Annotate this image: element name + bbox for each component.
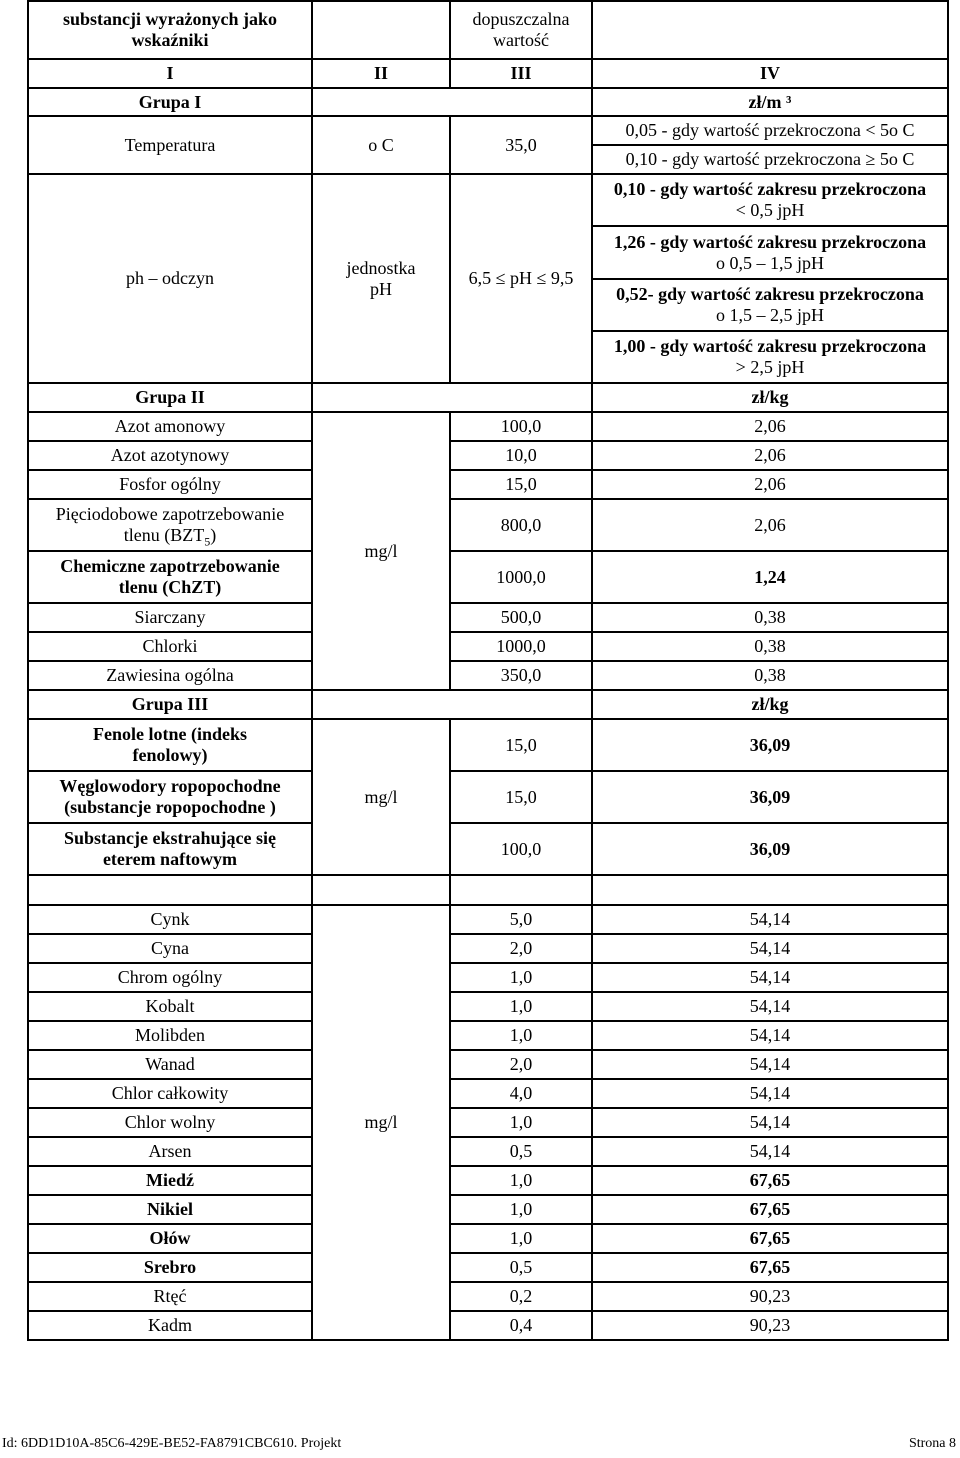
g4-value: 2,0: [450, 1050, 592, 1079]
ph-row-1: [28, 174, 948, 226]
g4-row: [28, 1282, 948, 1311]
g2-name: Azot azotynowy: [28, 441, 312, 470]
g4-name: Arsen: [28, 1137, 312, 1166]
g3-value: 15,0: [450, 771, 592, 823]
ph-rate-1: [592, 174, 948, 226]
g2-name: [28, 499, 312, 551]
g4-row: [28, 1021, 948, 1050]
ph-name: ph – odczyn: [28, 174, 312, 383]
temp-name: Temperatura: [28, 116, 312, 174]
ph-unit-l1: jednostka: [346, 257, 416, 278]
g4-rate: 54,14: [592, 992, 948, 1021]
g4-value: 0,2: [450, 1282, 592, 1311]
g2-row: [28, 603, 948, 632]
g2-row: [28, 551, 948, 603]
g3-rate: 36,09: [592, 823, 948, 875]
header-limit: dopuszczalna wartość: [450, 1, 592, 59]
g4-value: 1,0: [450, 1166, 592, 1195]
g4-rate: 54,14: [592, 1137, 948, 1166]
ph-rate-3-l2: o 1,5 – 2,5 jpH: [716, 305, 824, 325]
g4-rate: 54,14: [592, 1079, 948, 1108]
g4-rate: 54,14: [592, 1050, 948, 1079]
temp-rate-1: 0,05 - gdy wartość przekroczona < 5o C: [592, 116, 948, 145]
g4-value: 1,0: [450, 1108, 592, 1137]
ph-rate-3: [592, 279, 948, 331]
temp-unit: o C: [312, 116, 450, 174]
g4-row: [28, 1195, 948, 1224]
g2-value: 100,0: [450, 412, 592, 441]
g2-name-l1: Pięciodobowe zapotrzebowanie: [55, 504, 285, 524]
g4-value: 1,0: [450, 992, 592, 1021]
g4-rate: 54,14: [592, 934, 948, 963]
g4-name: Rtęć: [28, 1282, 312, 1311]
g4-row: [28, 992, 948, 1021]
group1-title: Grupa I: [28, 88, 312, 116]
header-empty: [312, 1, 450, 59]
g4-row: [28, 1311, 948, 1340]
group2-spacer: [312, 383, 592, 412]
g4-rate: 54,14: [592, 905, 948, 934]
g4-rate: 54,14: [592, 963, 948, 992]
roman-ii: II: [312, 59, 450, 88]
group1-header: [28, 88, 948, 116]
g3-row: [28, 823, 948, 875]
g4-name: Chrom ogólny: [28, 963, 312, 992]
g2-name: Azot amonowy: [28, 412, 312, 441]
g2-value: 10,0: [450, 441, 592, 470]
page-number: Strona 8: [908, 1436, 956, 1451]
g4-rate: 67,65: [592, 1224, 948, 1253]
roman-i: I: [28, 59, 312, 88]
group1-unit: zł/m ³: [592, 88, 948, 116]
ph-rate-4-l1: 1,00 - gdy wartość zakresu przekroczona: [613, 336, 927, 356]
g4-name: Kadm: [28, 1311, 312, 1340]
ph-unit-l2: pH: [370, 278, 392, 299]
g2-name: Zawiesina ogólna: [28, 661, 312, 690]
g4-name: Wanad: [28, 1050, 312, 1079]
g4-row: [28, 1253, 948, 1282]
g2-name: Siarczany: [28, 603, 312, 632]
header-row: [28, 1, 948, 59]
g4-value: 1,0: [450, 1021, 592, 1050]
g2-row: [28, 470, 948, 499]
group3-unit-col: zł/kg: [592, 690, 948, 719]
ph-rate-4: [592, 331, 948, 383]
g4-name: Chlor całkowity: [28, 1079, 312, 1108]
g2-row: [28, 499, 948, 551]
g4-name: Cyna: [28, 934, 312, 963]
g4-name: Chlor wolny: [28, 1108, 312, 1137]
roman-row: [28, 59, 948, 88]
g2-value: 1000,0: [450, 551, 592, 603]
g4-rate: 67,65: [592, 1253, 948, 1282]
g3-name: [28, 771, 312, 823]
g2-rate: 2,06: [592, 499, 948, 551]
ph-rate-4-l2: > 2,5 jpH: [735, 357, 805, 377]
g2-value: 15,0: [450, 470, 592, 499]
g2-name-l1: Chemiczne zapotrzebowanie: [60, 556, 280, 576]
g3-name-l1: Fenole lotne (indeks: [92, 724, 247, 744]
g2-value: 500,0: [450, 603, 592, 632]
g2-name: [28, 551, 312, 603]
g2-name-l2: tlenu (ChZT): [118, 577, 222, 597]
blank-row: [28, 875, 948, 905]
group2-title: Grupa II: [28, 383, 312, 412]
g4-value: 4,0: [450, 1079, 592, 1108]
group2-unit-col: zł/kg: [592, 383, 948, 412]
header-substance: substancji wyrażonych jako wskaźniki: [28, 1, 312, 59]
g3-value: 15,0: [450, 719, 592, 771]
g2-rate: 0,38: [592, 661, 948, 690]
g4-row: [28, 1137, 948, 1166]
fee-table: [27, 0, 949, 1341]
g4-name: Kobalt: [28, 992, 312, 1021]
g4-value: 1,0: [450, 963, 592, 992]
ph-rate-2-l2: o 0,5 – 1,5 jpH: [716, 252, 824, 273]
g4-unit: mg/l: [312, 905, 450, 1340]
g3-row: [28, 719, 948, 771]
g4-value: 1,0: [450, 1195, 592, 1224]
g3-name-l1: Węglowodory ropopochodne: [59, 776, 281, 796]
g4-value: 2,0: [450, 934, 592, 963]
g2-row: [28, 441, 948, 470]
group1-spacer: [312, 88, 592, 116]
temp-rate-2: 0,10 - gdy wartość przekroczona ≥ 5o C: [592, 145, 948, 174]
g4-value: 5,0: [450, 905, 592, 934]
g2-row: [28, 412, 948, 441]
g2-unit: mg/l: [312, 412, 450, 690]
g4-row: [28, 1108, 948, 1137]
g4-row: [28, 1079, 948, 1108]
g4-name: Miedź: [28, 1166, 312, 1195]
g3-rate: 36,09: [592, 719, 948, 771]
g4-name: Srebro: [28, 1253, 312, 1282]
g3-name-l1: Substancje ekstrahujące się: [64, 828, 276, 848]
ph-rate-2: [592, 226, 948, 279]
document-id: Id: 6DD1D10A-85C6-429E-BE52-FA8791CBC610. Projekt: [2, 1436, 342, 1451]
g4-rate: 67,65: [592, 1166, 948, 1195]
g4-value: 0,5: [450, 1253, 592, 1282]
g4-value: 0,5: [450, 1137, 592, 1166]
g3-value: 100,0: [450, 823, 592, 875]
g4-row: [28, 1166, 948, 1195]
g3-name: [28, 823, 312, 875]
temp-row-1: [28, 116, 948, 145]
g2-row: [28, 632, 948, 661]
g2-name-end: ): [210, 525, 217, 545]
g4-name: Ołów: [28, 1224, 312, 1253]
g4-rate: 67,65: [592, 1195, 948, 1224]
blank-cell: [450, 875, 592, 905]
g4-row: [28, 1224, 948, 1253]
blank-cell: [592, 875, 948, 905]
g2-name-sub: 5: [204, 534, 211, 549]
g4-row: [28, 905, 948, 934]
g2-rate: 0,38: [592, 603, 948, 632]
g2-rate: 2,06: [592, 412, 948, 441]
g4-row: [28, 934, 948, 963]
blank-cell: [28, 875, 312, 905]
ph-value: 6,5 ≤ pH ≤ 9,5: [450, 174, 592, 383]
g4-value: 1,0: [450, 1224, 592, 1253]
g4-name: Molibden: [28, 1021, 312, 1050]
g3-rate: 36,09: [592, 771, 948, 823]
ph-rate-1-l1: 0,10 - gdy wartość zakresu przekroczona: [613, 179, 927, 199]
ph-rate-3-l1: 0,52- gdy wartość zakresu przekroczona: [616, 284, 924, 304]
g3-name-l2: eterem naftowym: [102, 849, 238, 869]
ph-rate-1-l2: < 0,5 jpH: [735, 200, 805, 220]
group3-header: [28, 690, 948, 719]
g3-name: [28, 719, 312, 771]
g4-row: [28, 963, 948, 992]
g2-name: Chlorki: [28, 632, 312, 661]
g2-value: 1000,0: [450, 632, 592, 661]
ph-rate-2-l1: 1,26 - gdy wartość zakresu przekroczona: [613, 231, 927, 252]
header-empty-2: [592, 1, 948, 59]
g4-rate: 90,23: [592, 1282, 948, 1311]
roman-iv: IV: [592, 59, 948, 88]
g3-row: [28, 771, 948, 823]
g2-rate: 0,38: [592, 632, 948, 661]
g2-rate: 2,06: [592, 441, 948, 470]
g3-name-l2: (substancje ropopochodne ): [64, 797, 276, 817]
g4-rate: 54,14: [592, 1021, 948, 1050]
g2-value: 800,0: [450, 499, 592, 551]
g4-rate: 54,14: [592, 1108, 948, 1137]
g4-row: [28, 1050, 948, 1079]
g4-value: 0,4: [450, 1311, 592, 1340]
roman-iii: III: [450, 59, 592, 88]
g2-value: 350,0: [450, 661, 592, 690]
group3-spacer: [312, 690, 592, 719]
g4-rate: 90,23: [592, 1311, 948, 1340]
group3-title: Grupa III: [28, 690, 312, 719]
g2-name-l2: tlenu (BZT: [123, 525, 205, 545]
g3-unit: mg/l: [312, 719, 450, 875]
g2-rate: 1,24: [592, 551, 948, 603]
g3-name-l2: fenolowy): [132, 745, 208, 765]
g2-rate: 2,06: [592, 470, 948, 499]
g4-name: Nikiel: [28, 1195, 312, 1224]
g2-name: Fosfor ogólny: [28, 470, 312, 499]
temp-value: 35,0: [450, 116, 592, 174]
g4-name: Cynk: [28, 905, 312, 934]
group2-header: [28, 383, 948, 412]
g2-row: [28, 661, 948, 690]
ph-unit: [312, 174, 450, 383]
blank-cell: [312, 875, 450, 905]
